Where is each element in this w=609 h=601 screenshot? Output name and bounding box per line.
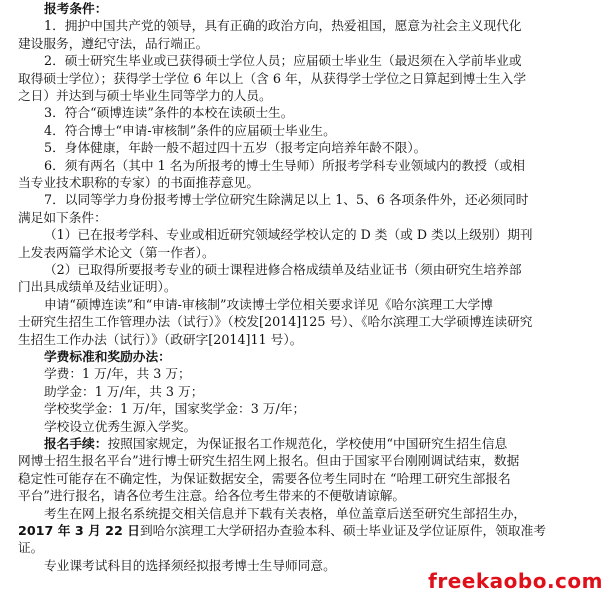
section-heading-fees: 学费标准和奖励办法： xyxy=(44,349,171,364)
condition-3: 3．符合“硕博连读”条件的本校在读硕士生。 xyxy=(44,105,294,121)
condition-6-line-1: 6．须有两名（其中 1 名为所报考的博士生导师）所报考学科专业领域内的教授（或相 xyxy=(44,157,525,173)
condition-7-sub-2-line-2: 门出具成绩单及结业证明）。 xyxy=(18,279,177,295)
submission-text-1: 考生在网上报名系统提交相关信息并下载有关表格，单位盖章后送至研究生部招生办， xyxy=(44,505,527,521)
watermark-logo: freekaobo.com xyxy=(428,569,603,593)
submission-date: 2017 年 3 月 22 日 xyxy=(18,523,140,538)
condition-7-sub-1-line-2: 上发表两篇学术论文（第一作者）。 xyxy=(18,244,215,260)
registration-line-1 xyxy=(44,435,609,452)
reference-line-1: 申请“硕博连读”和“申请-审核制”攻读博士学位相关要求详见《哈尔滨理工大学博 xyxy=(44,296,493,312)
condition-7-sub-1-line-1: （1）已在报考学科、专业或相近研究领域经学校认定的 D 类（或 D 类以上级别）期刊 xyxy=(44,227,533,243)
condition-1-line-2: 建设服务，遵纪守法，品行端正。 xyxy=(18,35,209,51)
fee-tuition: 学费：1 万/年，共 3 万； xyxy=(44,366,191,382)
reference-line-2: 士研究生招生工作管理办法（试行）》（校发[2014]125 号）、《哈尔滨理工大学硕博连读研究 xyxy=(18,314,533,330)
section-heading-registration: 报名手续： xyxy=(44,436,108,451)
submission-line-1 xyxy=(44,505,609,522)
reference-line-3: 生招生工作办法（试行）》（政研字[2014]11 号）。 xyxy=(18,331,303,347)
registration-line-3: 稳定性可能存在不确定性，为保证数据安全，需要各位考生同时在 “哈理工研究生部报名 xyxy=(18,470,511,486)
fee-excellent-award: 学校设立优秀生源入学奖。 xyxy=(44,418,197,434)
submission-line-2 xyxy=(18,522,603,539)
submission-line-3 xyxy=(18,539,603,556)
condition-2-line-3: 之日）并达到与硕士毕业生同等学力的人员。 xyxy=(18,88,272,103)
submission-text-3: 证。 xyxy=(18,540,44,556)
section-heading-requirements: 报考条件： xyxy=(44,1,108,16)
condition-4: 4．符合博士“申请-审核制”条件的应届硕士毕业生。 xyxy=(44,122,336,138)
condition-5: 5．身体健康，年龄一般不超过四十五岁（报考定向培养年龄不限）。 xyxy=(44,140,427,156)
condition-6-line-2: 当专业技术职称的专家）的书面推荐意见。 xyxy=(18,175,260,190)
condition-7-sub-2-line-1: （2）已取得所要报考专业的硕士课程进修合格成绩单及结业证书（须由研究生培养部 xyxy=(44,262,522,277)
fee-scholarship: 学校奖学金：1 万/年，国家奖学金：3 万/年； xyxy=(44,401,306,417)
fee-aid: 助学金：1 万/年，共 3 万； xyxy=(44,383,204,399)
condition-1-line-1: 1．拥护中国共产党的领导，具有正确的政治方向，热爱祖国，愿意为社会主义现代化 xyxy=(44,18,522,34)
condition-7-line-1: 7．以同等学力身份报考博士学位研究生除满足以上 1、5、6 各项条件外，还必须同时 xyxy=(44,192,529,208)
submission-text-2: 到哈尔滨理工大学研招办查验本科、硕士毕业证及学位证原件，领取准考 xyxy=(139,523,546,538)
registration-line-2: 网博士招生报名平台”进行博士研究生招生网上报名。但由于国家平台刚刚调试结束，数据 xyxy=(18,453,520,469)
registration-text-1: 按照国家规定，为保证报名工作规范化，学校使用“中国研究生招生信息 xyxy=(107,436,508,451)
condition-2-line-2: 取得硕士学位）；获得学士学位 6 年以上（含 6 年，从获得学士学位之日算起到博士生入学 xyxy=(18,70,527,86)
registration-line-4: 平台”进行报名，请各位考生注意。给各位考生带来的不便敬请谅解。 xyxy=(18,488,406,504)
condition-2-line-1: 2．硕士研究生毕业或已获得硕士学位人员；应届硕士毕业生（最迟须在入学前毕业或 xyxy=(44,53,522,69)
footer-text: 专业课考试科目的选择须经拟报考博士生导师同意。 xyxy=(44,557,336,573)
condition-7-line-2: 满足如下条件： xyxy=(18,209,107,225)
